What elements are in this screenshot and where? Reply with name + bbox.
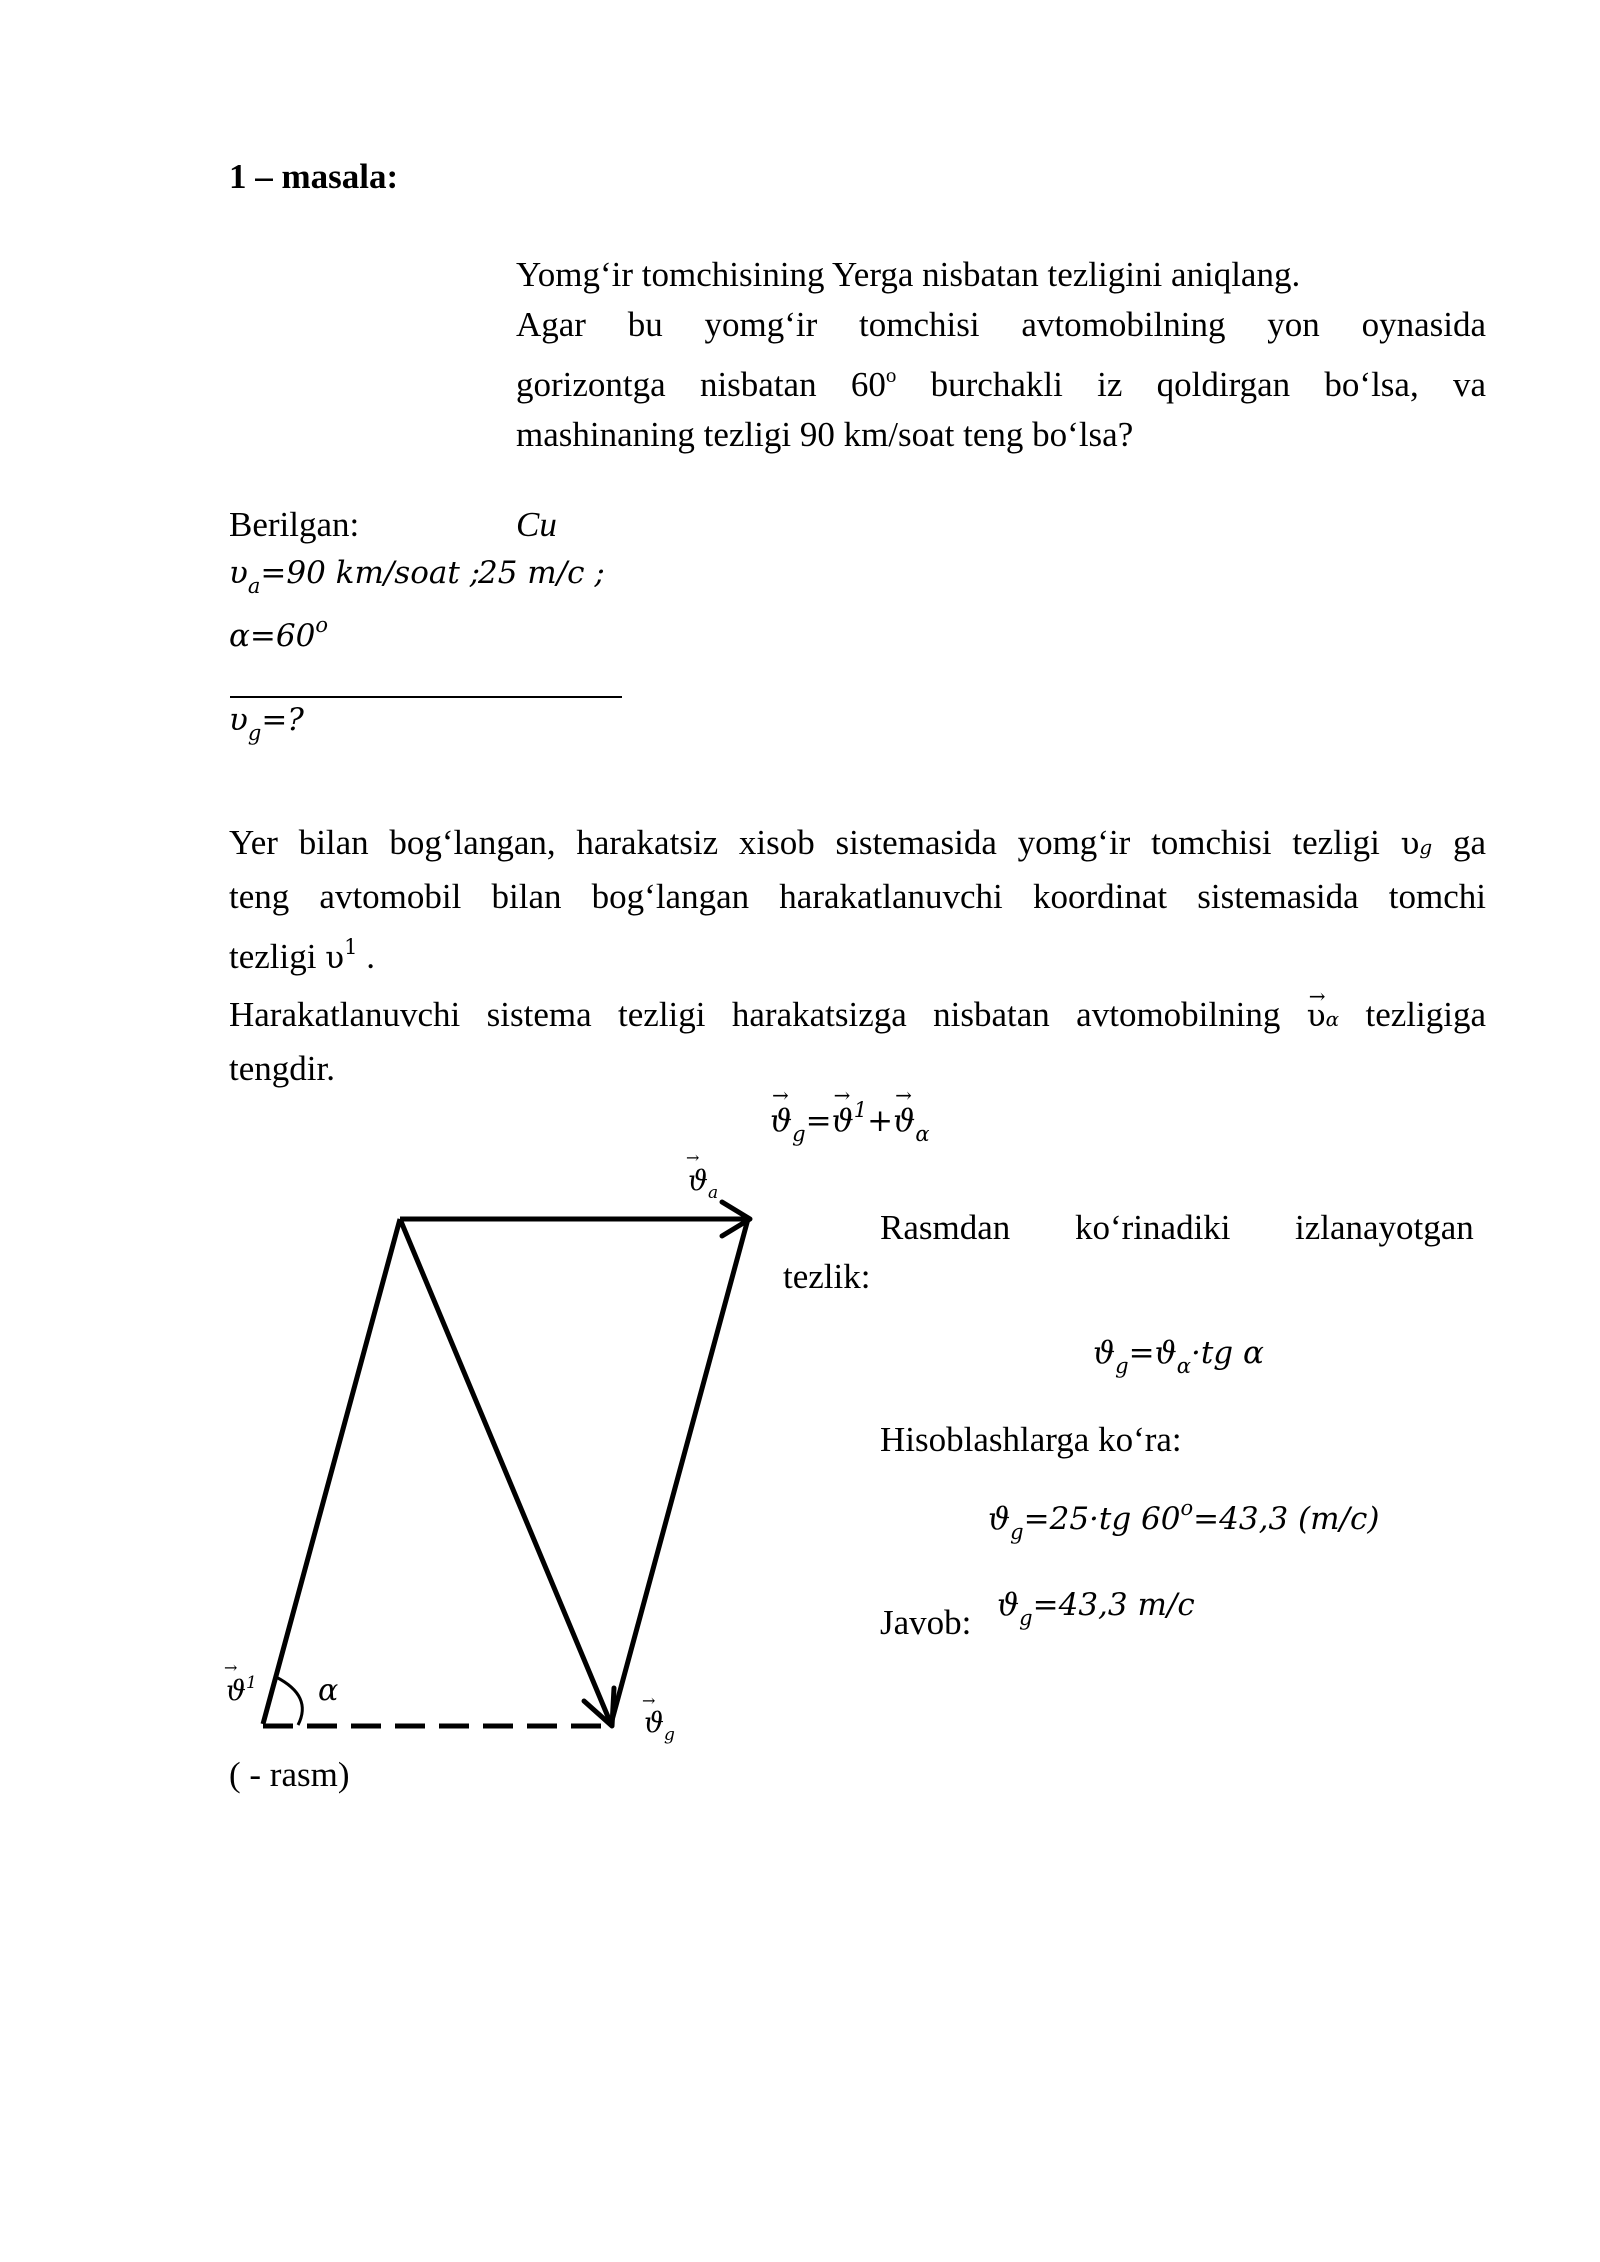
va-value: =90 km/soat ;	[260, 555, 481, 591]
sum-plus: +	[867, 1103, 894, 1139]
formula-tg	[1093, 1335, 1264, 1378]
answer-value	[997, 1587, 1195, 1630]
p1-line1-text: Yer bilan bog‘langan, harakatsiz xisob sistemasida yomg‘ir tomchisi tezligi	[229, 823, 1380, 862]
alpha-degree: o	[315, 613, 329, 637]
statement-line-3	[516, 350, 1486, 410]
vg-symbol-inline: υg	[1400, 826, 1433, 862]
v1-label: $ϑ^1$	[226, 1673, 257, 1707]
formula-va: ϑ	[1154, 1335, 1177, 1371]
paragraph-1-line-1	[229, 818, 1486, 872]
vg-vector-line	[400, 1219, 611, 1724]
degree-sup: o	[885, 363, 897, 387]
text-izlanayotgan: izlanayotgan	[1295, 1208, 1474, 1247]
vg-label: $ϑ_g$	[644, 1706, 675, 1745]
alpha-value: α=60	[229, 618, 316, 654]
formula-va-sub: α	[1176, 1354, 1191, 1378]
calc-part-a: =25·tg 60	[1023, 1501, 1181, 1537]
statement-line-2: Agar bu yomg‘ir tomchisi avtomobilning yon oynasida	[516, 305, 1486, 344]
answer-label: Javob:	[880, 1603, 972, 1642]
vg-vector: → ϑ	[770, 1103, 792, 1139]
v1-vector-line	[263, 1219, 400, 1724]
statement-line-3-end: burchakli iz qoldirgan bo‘lsa, va	[896, 365, 1487, 404]
calc-part-b: =43,3 (m/c)	[1193, 1501, 1380, 1537]
answer-symbol: ϑ	[997, 1587, 1020, 1623]
sum-eq: =	[805, 1103, 832, 1139]
paragraph-1-line-3	[229, 922, 1486, 983]
vector-diagram	[200, 1140, 800, 1780]
va-label: $ϑ_a$	[688, 1164, 719, 1203]
va-vector-sub: α	[915, 1122, 930, 1146]
problem-title: 1 – masala:	[229, 157, 399, 196]
va-vector: → ϑ	[893, 1103, 915, 1139]
paragraph-1	[229, 818, 1486, 983]
alpha-angle-arc	[276, 1677, 302, 1725]
paragraph-2-line-1	[229, 990, 1486, 1044]
v1-label-arrow: →	[224, 1658, 238, 1677]
formula-vg-sub: g	[1115, 1354, 1129, 1378]
given-unknown	[229, 702, 304, 745]
calc-symbol: ϑ	[988, 1501, 1011, 1537]
text-tezlik: tezlik:	[783, 1257, 871, 1296]
statement-line-4: mashinaning tezligi 90 km/soat teng bo‘lsa?	[516, 415, 1134, 454]
given-va-si: 25 m/c ;	[478, 555, 605, 591]
unknown-value: =?	[261, 702, 304, 738]
given-divider	[230, 696, 622, 698]
unknown-sub: g	[247, 721, 262, 745]
formula-vg: ϑ	[1093, 1335, 1116, 1371]
vg-sub: g	[792, 1122, 806, 1146]
p1-line3-end: .	[366, 937, 375, 976]
paragraph-2-line-2: tengdir.	[229, 1049, 335, 1088]
va-symbol-inline: → υα	[1307, 998, 1339, 1034]
figure-caption: ( - rasm)	[229, 1755, 350, 1794]
vector-sum-equation	[770, 1098, 930, 1146]
paragraph-2	[229, 990, 1486, 1094]
si-label: Cu	[516, 505, 557, 544]
v1-sup: 1	[853, 1098, 868, 1122]
answer-sub: g	[1019, 1606, 1033, 1630]
statement-line-1: Yomg‘ir tomchisining Yerga nisbatan tezligini aniqlang.	[516, 255, 1301, 294]
va-symbol: υ	[229, 555, 248, 591]
unknown-symbol: υ	[229, 702, 248, 738]
alpha-label: α	[318, 1673, 339, 1708]
problem-statement	[516, 250, 1486, 460]
p2-line1-end: tezligiga	[1365, 995, 1487, 1034]
p2-line1-text: Harakatlanuvchi sistema tezligi harakatsizga nisbatan avtomobilning	[229, 995, 1281, 1034]
p1-line3-text: tezligi	[229, 937, 317, 976]
given-alpha	[229, 613, 328, 654]
calculation	[988, 1496, 1379, 1544]
answer-number: =43,3 m/c	[1032, 1587, 1195, 1623]
calc-degree: o	[1180, 1496, 1194, 1520]
statement-line-3-start: gorizontga nisbatan 60	[516, 365, 886, 404]
text-korinadiki: ko‘rinadiki	[1075, 1208, 1231, 1247]
right-side-line	[611, 1219, 748, 1724]
paragraph-1-line-2: teng avtomobil bilan bog‘langan harakatlanuvchi koordinat sistemasida tomchi	[229, 877, 1486, 916]
p1-line1-end: ga	[1452, 823, 1487, 862]
text-rasmdan: Rasmdan	[880, 1208, 1011, 1247]
given-label: Berilgan:	[229, 505, 360, 544]
formula-rest: ·tg α	[1190, 1335, 1264, 1371]
text-hisoblashlarga: Hisoblashlarga ko‘ra:	[880, 1420, 1182, 1459]
vg-label-arrow: →	[642, 1691, 656, 1710]
v1-symbol-inline: $\upsilon^1$	[325, 935, 358, 976]
va-sub: a	[247, 574, 261, 598]
va-label-arrow: →	[686, 1148, 700, 1167]
calc-sub: g	[1010, 1520, 1024, 1544]
formula-eq: =	[1128, 1335, 1155, 1371]
v1-vector: → ϑ	[832, 1103, 854, 1139]
given-va	[229, 555, 480, 598]
